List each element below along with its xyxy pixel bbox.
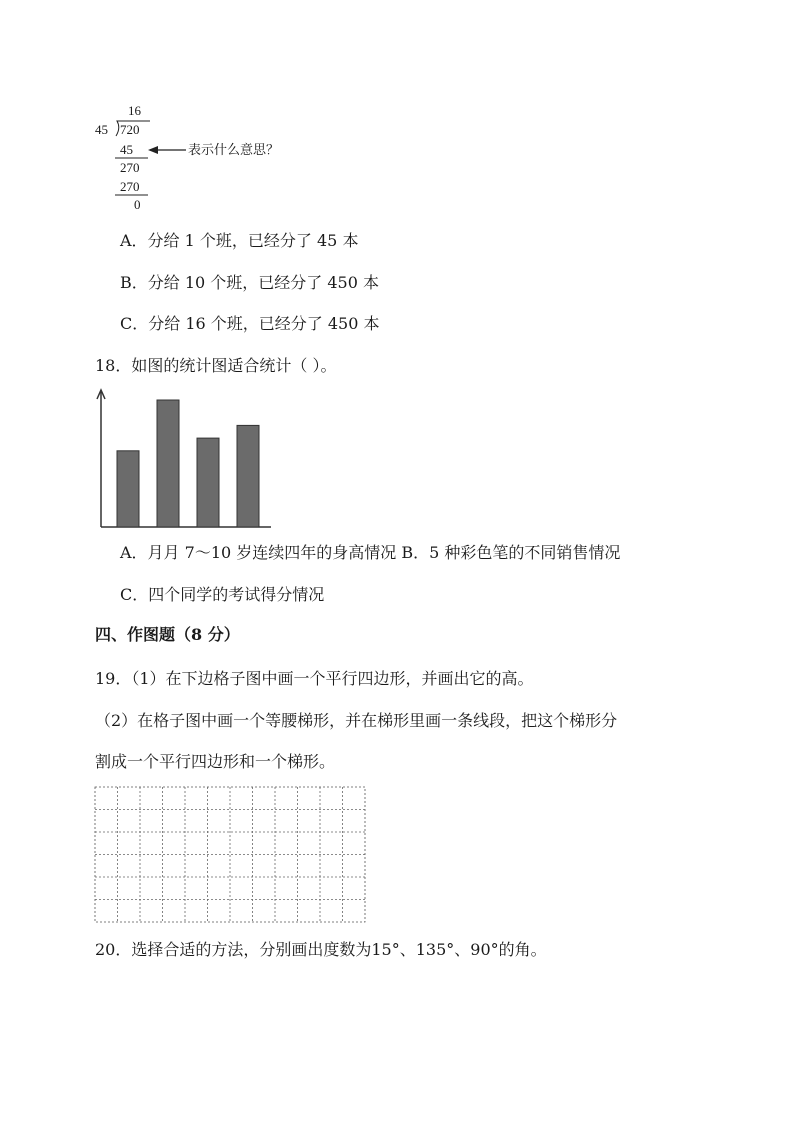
division-quotient: 16 <box>128 103 141 118</box>
drawing-grid[interactable] <box>94 786 370 920</box>
division-step-2: 270 <box>120 160 140 175</box>
bar-2 <box>157 400 179 527</box>
section-heading: 四、作图题（8 分） <box>95 625 240 644</box>
bar-1 <box>117 451 139 527</box>
q17-option-a: A．分给 1 个班，已经分了 45 本 <box>120 231 359 250</box>
division-bracket <box>116 121 150 136</box>
bar-chart <box>93 390 273 530</box>
q17-option-b: B．分给 10 个班，已经分了 450 本 <box>120 273 380 292</box>
division-remainder: 0 <box>134 197 141 212</box>
q19-line-2: （2）在格子图中画一个等腰梯形，并在梯形里画一条线段，把这个梯形分 <box>95 711 618 730</box>
bar-3 <box>197 438 219 527</box>
q17-option-c: C．分给 16 个班，已经分了 450 本 <box>120 314 380 333</box>
q20-text: 20．选择合适的方法，分别画出度数为15°、135°、90°的角。 <box>95 940 547 959</box>
q19-line-3: 割成一个平行四边形和一个梯形。 <box>95 752 336 771</box>
q19-line-1: 19．（1）在下边格子图中画一个平行四边形，并画出它的高。 <box>95 669 534 688</box>
q18-stem: 18．如图的统计图适合统计（ ）。 <box>95 356 337 375</box>
division-dividend: 720 <box>120 122 140 137</box>
q18-options-ab: A．月月 7～10 岁连续四年的身高情况 B．5 种彩色笔的不同销售情况 <box>120 543 621 562</box>
division-step-1: 45 <box>120 142 133 157</box>
bar-4 <box>237 425 259 527</box>
arrow-annotation: 表示什么意思？ <box>188 142 280 157</box>
q18-option-c: C．四个同学的考试得分情况 <box>120 585 325 604</box>
division-divisor: 45 <box>95 122 108 137</box>
division-step-3: 270 <box>120 179 140 194</box>
pointer-arrow-icon <box>148 146 158 154</box>
